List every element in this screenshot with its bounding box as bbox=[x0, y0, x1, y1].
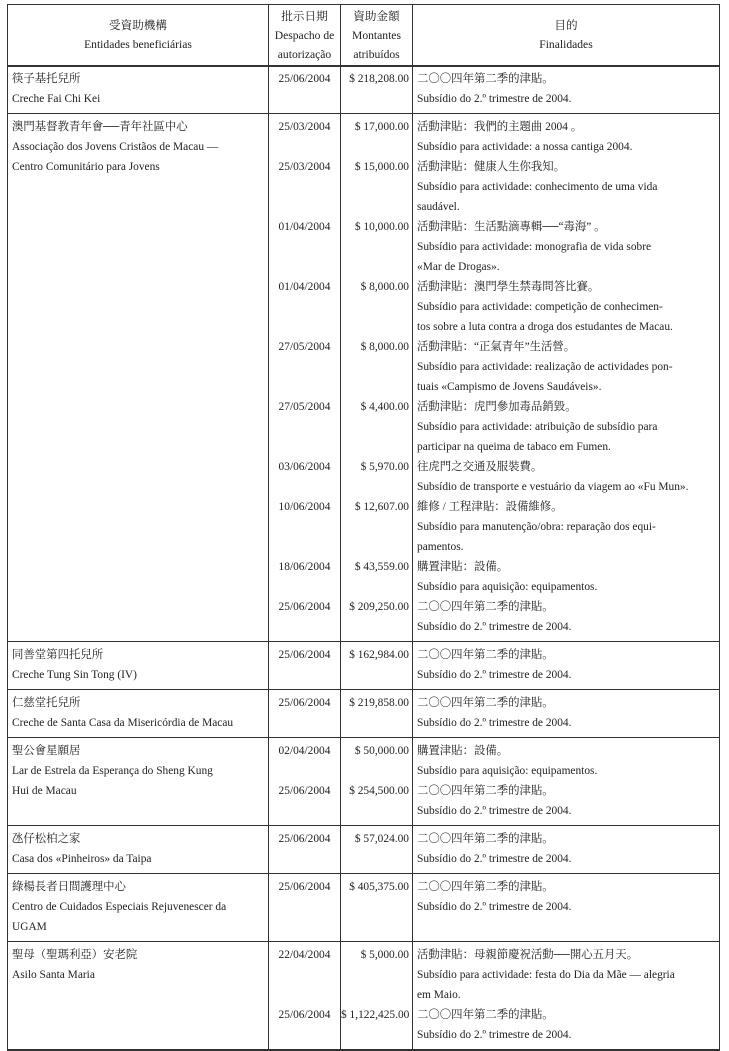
header-date: 批示日期 Despacho de autorização bbox=[269, 5, 341, 67]
entity-name-line: 仁慈堂托兒所 bbox=[12, 697, 81, 709]
entity-cell bbox=[8, 942, 269, 1051]
purpose-line: Subsídio para actividade: festa do Dia da Mãe — alegria bbox=[417, 969, 675, 981]
authorization-date: 10/06/2004 bbox=[278, 501, 331, 513]
date-cell bbox=[269, 66, 341, 114]
purpose-line: 活動津貼：母親節慶祝活動──開心五月天。 bbox=[417, 949, 639, 961]
entity-cell bbox=[8, 738, 269, 826]
entity-name-line: 筷子基托兒所 bbox=[12, 73, 81, 85]
authorization-date: 25/06/2004 bbox=[278, 881, 331, 893]
subsidy-amount: $ 15,000.00 bbox=[354, 161, 409, 173]
date-cell bbox=[269, 874, 341, 942]
purpose-line: tuais «Campismo de Jovens Saudáveis». bbox=[417, 381, 602, 393]
purpose-line: 二〇〇四年第二季的津貼。 bbox=[417, 601, 554, 613]
subsidy-amount: $ 12,607.00 bbox=[354, 501, 409, 513]
header-purpose: 目的 Finalidades bbox=[413, 5, 720, 67]
purpose-line: 購置津貼：設備。 bbox=[417, 745, 509, 757]
authorization-date: 25/06/2004 bbox=[278, 73, 331, 85]
authorization-date: 27/05/2004 bbox=[278, 341, 331, 353]
authorization-date: 02/04/2004 bbox=[278, 745, 331, 757]
purpose-cell bbox=[413, 114, 720, 642]
subsidy-amount: $ 43,559.00 bbox=[354, 561, 409, 573]
entity-name-line: UGAM bbox=[12, 921, 47, 933]
entity-name-line: 同善堂第四托兒所 bbox=[12, 649, 104, 661]
authorization-date: 25/03/2004 bbox=[278, 121, 331, 133]
purpose-line: Subsídio para actividade: realização de actividades pon- bbox=[417, 361, 673, 373]
purpose-line: 二〇〇四年第二季的津貼。 bbox=[417, 697, 554, 709]
purpose-line: pamentos. bbox=[417, 541, 464, 553]
subsidy-amount: $ 5,970.00 bbox=[360, 461, 409, 473]
purpose-line: em Maio. bbox=[417, 989, 461, 1001]
purpose-line: Subsídio para actividade: monografia de vida sobre bbox=[417, 241, 652, 253]
entity-cell bbox=[8, 114, 269, 642]
purpose-line: 活動津貼：我們的主題曲 2004 。 bbox=[417, 121, 583, 133]
purpose-cell bbox=[413, 690, 720, 738]
purpose-line: saudável. bbox=[417, 201, 460, 213]
subsidy-amount: $ 209,250.00 bbox=[349, 601, 409, 613]
purpose-line: 活動津貼：“正氣青年”生活營。 bbox=[417, 341, 576, 353]
entity-cell bbox=[8, 826, 269, 874]
entity-name-line: Lar de Estrela da Esperança do Sheng Kung bbox=[12, 765, 213, 777]
entity-cell bbox=[8, 874, 269, 942]
purpose-line: 二〇〇四年第二季的津貼。 bbox=[417, 73, 554, 85]
date-cell bbox=[269, 690, 341, 738]
purpose-line: Subsídio do 2.º trimestre de 2004. bbox=[417, 93, 572, 105]
purpose-line: 活動津貼：虎門參加毒品銷毀。 bbox=[417, 401, 577, 413]
entity-name-line: Creche de Santa Casa da Misericórdia de Macau bbox=[12, 717, 234, 729]
table-row bbox=[8, 942, 720, 1051]
authorization-date: 01/04/2004 bbox=[278, 221, 331, 233]
subsidy-amount: $ 50,000.00 bbox=[354, 745, 409, 757]
purpose-line: Subsídio do 2.º trimestre de 2004. bbox=[417, 717, 572, 729]
purpose-line: Subsídio para actividade: a nossa cantiga 2004. bbox=[417, 141, 633, 153]
table-row bbox=[8, 690, 720, 738]
authorization-date: 25/06/2004 bbox=[278, 697, 331, 709]
purpose-line: Subsídio para aquisição: equipamentos. bbox=[417, 581, 598, 593]
table-body bbox=[8, 66, 720, 1050]
subsidy-amount: $ 57,024.00 bbox=[354, 833, 409, 845]
purpose-cell bbox=[413, 942, 720, 1051]
purpose-line: 活動津貼：生活點滴專輯──“毒海” 。 bbox=[417, 221, 606, 233]
purpose-line: 往虎門之交通及服裝費。 bbox=[417, 461, 543, 473]
authorization-date: 25/06/2004 bbox=[278, 601, 331, 613]
subsidy-amount: $ 4,400.00 bbox=[360, 401, 409, 413]
table-row bbox=[8, 874, 720, 942]
purpose-line: 活動津貼：健康人生你我知。 bbox=[417, 161, 566, 173]
subsidy-amount: $ 8,000.00 bbox=[360, 341, 409, 353]
purpose-line: 二〇〇四年第二季的津貼。 bbox=[417, 1009, 554, 1021]
authorization-date: 27/05/2004 bbox=[278, 401, 331, 413]
authorization-date: 22/04/2004 bbox=[278, 949, 331, 961]
purpose-line: Subsídio do 2.º trimestre de 2004. bbox=[417, 901, 572, 913]
subsidy-amount: $ 218,208.00 bbox=[349, 73, 409, 85]
purpose-line: 二〇〇四年第二季的津貼。 bbox=[417, 649, 554, 661]
subsidy-amount: $ 8,000.00 bbox=[360, 281, 409, 293]
authorization-date: 25/06/2004 bbox=[278, 649, 331, 661]
entity-name-line: 澳門基督教青年會──青年社區中心 bbox=[12, 121, 188, 133]
authorization-date: 18/06/2004 bbox=[278, 561, 331, 573]
purpose-line: 活動津貼：澳門學生禁毒問答比賽。 bbox=[417, 281, 600, 293]
table-header-row bbox=[8, 5, 720, 67]
subsidy-table bbox=[7, 4, 720, 1051]
date-cell bbox=[269, 738, 341, 826]
purpose-cell bbox=[413, 738, 720, 826]
table-row bbox=[8, 826, 720, 874]
entity-name-line: Centro Comunitário para Jovens bbox=[12, 161, 160, 173]
amount-cell bbox=[341, 874, 413, 942]
subsidy-amount: $ 17,000.00 bbox=[354, 121, 409, 133]
purpose-cell bbox=[413, 642, 720, 690]
amount-cell bbox=[341, 942, 413, 1051]
subsidy-table-page bbox=[7, 4, 719, 1051]
authorization-date: 25/06/2004 bbox=[278, 1009, 331, 1021]
purpose-line: 二〇〇四年第二季的津貼。 bbox=[417, 881, 554, 893]
purpose-line: Subsídio para actividade: atribuição de subsídio para bbox=[417, 421, 658, 433]
table-row bbox=[8, 114, 720, 642]
amount-cell bbox=[341, 642, 413, 690]
authorization-date: 25/03/2004 bbox=[278, 161, 331, 173]
subsidy-amount: $ 1,122,425.00 bbox=[341, 1009, 410, 1021]
purpose-line: Subsídio de transporte e vestuário da viagem ao «Fu Mun». bbox=[417, 481, 689, 493]
date-cell bbox=[269, 942, 341, 1051]
table-row bbox=[8, 738, 720, 826]
amount-cell bbox=[341, 114, 413, 642]
subsidy-amount: $ 162,984.00 bbox=[349, 649, 409, 661]
subsidy-amount: $ 219,858.00 bbox=[349, 697, 409, 709]
purpose-line: Subsídio do 2.º trimestre de 2004. bbox=[417, 1029, 572, 1041]
authorization-date: 01/04/2004 bbox=[278, 281, 331, 293]
purpose-line: 二〇〇四年第二季的津貼。 bbox=[417, 785, 554, 797]
table-row bbox=[8, 66, 720, 114]
entity-name-line: 聖母（聖瑪利亞）安老院 bbox=[12, 949, 138, 961]
entity-name-line: 綠楊長者日間護理中心 bbox=[12, 881, 126, 893]
subsidy-amount: $ 254,500.00 bbox=[349, 785, 409, 797]
authorization-date: 25/06/2004 bbox=[278, 833, 331, 845]
date-cell bbox=[269, 114, 341, 642]
purpose-line: Subsídio para actividade: competição de conhecimen- bbox=[417, 301, 663, 313]
amount-cell bbox=[341, 826, 413, 874]
date-cell bbox=[269, 642, 341, 690]
purpose-line: Subsídio para manutenção/obra: reparação dos equi- bbox=[417, 521, 656, 533]
purpose-line: 購置津貼：設備。 bbox=[417, 561, 509, 573]
purpose-line: Subsídio do 2.º trimestre de 2004. bbox=[417, 853, 572, 865]
date-cell bbox=[269, 826, 341, 874]
purpose-line: Subsídio do 2.º trimestre de 2004. bbox=[417, 805, 572, 817]
entity-name-line: Creche Fai Chi Kei bbox=[12, 93, 101, 105]
subsidy-amount: $ 405,375.00 bbox=[349, 881, 409, 893]
amount-cell bbox=[341, 66, 413, 114]
purpose-line: Subsídio para actividade: conhecimento de uma vida bbox=[417, 181, 658, 193]
entity-name-line: Casa dos «Pinheiros» da Taipa bbox=[12, 853, 152, 865]
purpose-line: participar na queima de tabaco em Fumen. bbox=[417, 441, 611, 453]
purpose-line: Subsídio para aquisição: equipamentos. bbox=[417, 765, 598, 777]
purpose-cell bbox=[413, 874, 720, 942]
purpose-cell bbox=[413, 66, 720, 114]
subsidy-amount: $ 5,000.00 bbox=[360, 949, 409, 961]
entity-name-line: Hui de Macau bbox=[12, 785, 77, 797]
purpose-line: «Mar de Drogas». bbox=[417, 261, 500, 273]
entity-cell bbox=[8, 642, 269, 690]
purpose-line: tos sobre a luta contra a droga dos estudantes de Macau. bbox=[417, 321, 673, 333]
entity-name-line: Creche Tung Sin Tong (IV) bbox=[12, 669, 137, 681]
entity-name-line: 氹仔松柏之家 bbox=[12, 833, 81, 845]
header-amount: 資助金額 Montantes atribuídos bbox=[341, 5, 413, 67]
amount-cell bbox=[341, 690, 413, 738]
entity-name-line: Associação dos Jovens Cristãos de Macau — bbox=[12, 141, 219, 153]
amount-cell bbox=[341, 738, 413, 826]
subsidy-amount: $ 10,000.00 bbox=[354, 221, 409, 233]
purpose-cell bbox=[413, 826, 720, 874]
purpose-line: 二〇〇四年第二季的津貼。 bbox=[417, 833, 554, 845]
header-entities: 受資助機構 Entidades beneficiárias bbox=[8, 5, 269, 67]
authorization-date: 25/06/2004 bbox=[278, 785, 331, 797]
entity-name-line: Centro de Cuidados Especiais Rejuvenescer da bbox=[12, 901, 227, 913]
purpose-line: Subsídio do 2.º trimestre de 2004. bbox=[417, 669, 572, 681]
purpose-line: Subsídio do 2.º trimestre de 2004. bbox=[417, 621, 572, 633]
purpose-line: 維修 / 工程津貼：設備維修。 bbox=[417, 501, 563, 513]
entity-cell bbox=[8, 690, 269, 738]
entity-cell bbox=[8, 66, 269, 114]
entity-name-line: Asilo Santa Maria bbox=[12, 969, 95, 981]
entity-name-line: 聖公會星願居 bbox=[12, 745, 81, 757]
authorization-date: 03/06/2004 bbox=[278, 461, 331, 473]
table-row bbox=[8, 642, 720, 690]
